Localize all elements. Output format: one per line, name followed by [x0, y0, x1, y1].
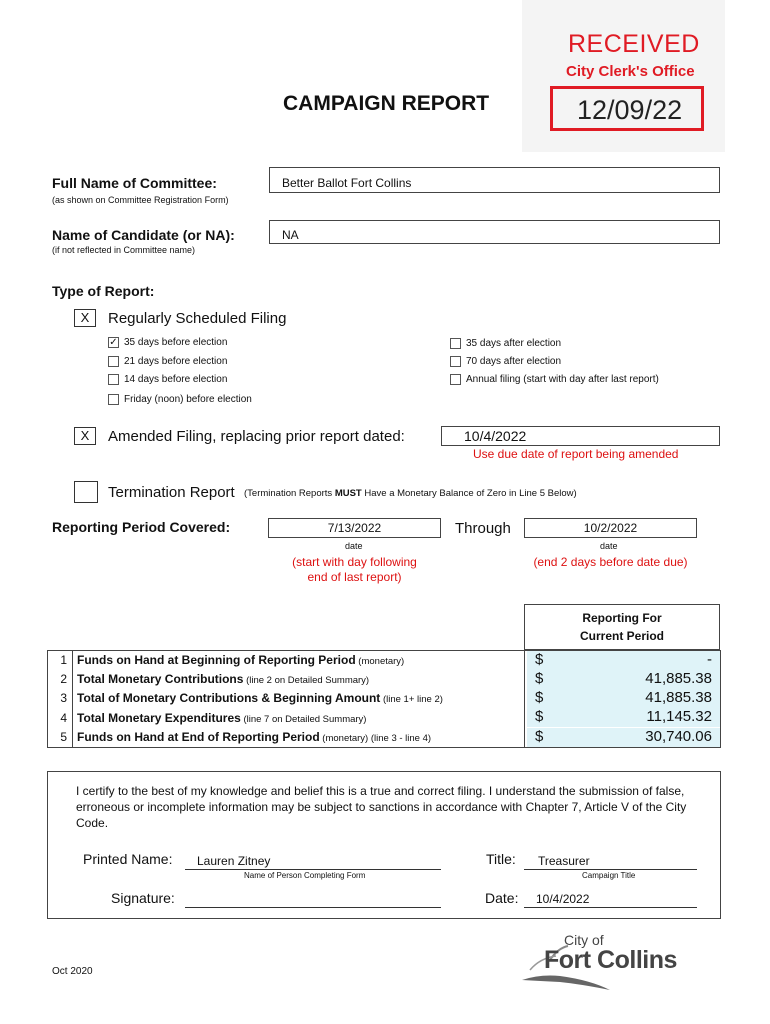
title-field[interactable]: [524, 851, 697, 870]
period-end-note: (end 2 days before date due): [533, 555, 688, 569]
period-start-value: 7/13/2022: [327, 521, 382, 535]
title-label: Title:: [486, 851, 516, 867]
committee-name-field[interactable]: [269, 167, 720, 193]
summary-row-label: Total Monetary Contributions: [77, 672, 244, 686]
amended-filing-checkbox[interactable]: X: [74, 427, 96, 445]
summary-value-cell: [527, 670, 720, 689]
period-start-field[interactable]: [268, 518, 441, 538]
signature-label: Signature:: [111, 890, 175, 906]
option-35-before-checkbox[interactable]: ✓: [109, 337, 118, 348]
termination-note-pre: (Termination Reports: [244, 488, 335, 499]
dollar-sign: $: [535, 670, 544, 687]
stamp-date: 12/09/22: [577, 95, 683, 125]
summary-value: 30,740.06: [645, 728, 712, 745]
option-70-after-checkbox[interactable]: [450, 356, 461, 367]
committee-label: Full Name of Committee:: [52, 175, 217, 191]
dollar-sign: $: [535, 689, 544, 706]
summary-value: 11,145.32: [646, 708, 712, 725]
summary-row-label: Funds on Hand at End of Reporting Period: [77, 730, 320, 744]
summary-row-note: (monetary) (line 3 - line 4): [319, 733, 432, 744]
summary-header-line1: Reporting For: [582, 611, 662, 625]
option-14-before-checkbox[interactable]: [108, 374, 119, 385]
title-caption: Campaign Title: [582, 871, 636, 880]
received-stamp: [522, 0, 725, 152]
summary-value-cell: [527, 728, 720, 747]
signature-field[interactable]: [185, 889, 441, 908]
summary-row-number: 5: [60, 730, 67, 744]
option-35-after-checkbox[interactable]: [450, 338, 461, 349]
certification-box: [47, 771, 721, 919]
printed-name-value: Lauren Zitney: [197, 854, 271, 868]
date-label: Date:: [485, 890, 519, 906]
summary-header-cell: [524, 604, 720, 650]
summary-value: 41,885.38: [645, 689, 712, 706]
fort-collins-logo: [520, 930, 710, 996]
termination-checkbox[interactable]: [74, 481, 98, 503]
summary-row-number: 4: [60, 711, 67, 725]
period-end-field[interactable]: [524, 518, 697, 538]
summary-header-line2: Current Period: [579, 629, 664, 643]
summary-row-number: 2: [60, 672, 67, 686]
option-70-after-label: 70 days after election: [466, 356, 562, 367]
summary-row-label: Total Monetary Expenditures: [77, 711, 241, 725]
dollar-sign: $: [535, 728, 544, 745]
committee-name-value: Better Ballot Fort Collins: [282, 176, 412, 190]
option-friday-checkbox[interactable]: [108, 394, 119, 405]
amended-date-field[interactable]: [441, 426, 720, 446]
amended-date-note: Use due date of report being amended: [473, 447, 679, 461]
candidate-name-field[interactable]: [269, 220, 720, 244]
summary-value-cell: [527, 708, 720, 727]
summary-row-label: Funds on Hand at Beginning of Reporting Period: [77, 653, 356, 667]
amended-filing-label: Amended Filing, replacing prior report dated:: [108, 428, 405, 445]
summary-row: [49, 730, 431, 749]
title-value: Treasurer: [538, 854, 590, 868]
period-start-caption: date: [345, 541, 363, 551]
option-21-before-label: 21 days before election: [124, 356, 228, 367]
report-type-label: Type of Report:: [52, 283, 155, 299]
summary-value: 41,885.38: [645, 670, 712, 687]
stamp-received-text: RECEIVED: [568, 30, 700, 58]
option-35-after-label: 35 days after election: [466, 338, 562, 349]
form-version: Oct 2020: [52, 966, 93, 977]
summary-row-note: (monetary): [355, 656, 405, 667]
page-title: CAMPAIGN REPORT: [283, 92, 490, 115]
amended-date-value: 10/4/2022: [464, 428, 527, 444]
dollar-sign: $: [535, 708, 544, 725]
termination-note-bold: MUST: [334, 488, 362, 499]
summary-value-cell: [527, 689, 720, 708]
regular-filing-checkbox[interactable]: X: [74, 309, 96, 327]
summary-row-label: Total of Monetary Contributions & Beginning Amount: [77, 691, 381, 705]
printed-name-caption: Name of Person Completing Form: [244, 871, 366, 880]
period-through-label: Through: [455, 520, 511, 537]
period-end-value: 10/2/2022: [583, 521, 638, 535]
period-start-note-1: (start with day following: [292, 555, 417, 569]
period-end-caption: date: [600, 541, 618, 551]
candidate-label: Name of Candidate (or NA):: [52, 227, 235, 243]
date-value: 10/4/2022: [536, 892, 590, 906]
summary-row-note: (line 1+ line 2): [380, 694, 443, 705]
period-start-note-2: end of last report): [307, 570, 402, 584]
certification-text: I certify to the best of my knowledge and belief this is a true and correct filing. I understand the submission of false, erroneous or incomplete information may be subject to sanctions in accordance with Chapter 7, Article V of the City Code.: [76, 784, 687, 830]
option-14-before-label: 14 days before election: [124, 374, 228, 385]
summary-row: [49, 711, 366, 730]
summary-row: [49, 672, 369, 691]
dollar-sign: $: [535, 651, 544, 668]
regular-filing-label: Regularly Scheduled Filing: [108, 310, 287, 327]
stamp-date-box: [550, 86, 704, 131]
termination-label: Termination Report: [108, 484, 235, 501]
summary-value-cell: [527, 651, 720, 670]
summary-row-number: 1: [60, 653, 67, 667]
summary-row: [49, 653, 404, 672]
logo-fort-collins: Fort Collins: [544, 946, 677, 974]
summary-row-number: 3: [60, 691, 67, 705]
termination-note: [244, 488, 577, 499]
stamp-office-text: City Clerk's Office: [566, 63, 695, 80]
option-friday-label: Friday (noon) before election: [124, 394, 252, 405]
candidate-sublabel: (if not reflected in Committee name): [52, 245, 196, 255]
summary-value: -: [707, 651, 712, 668]
printed-name-label: Printed Name:: [83, 851, 173, 867]
candidate-name-value: NA: [282, 228, 299, 242]
printed-name-field[interactable]: [185, 851, 441, 870]
option-annual-label: Annual filing (start with day after last report): [466, 374, 659, 385]
summary-value-divider: [524, 651, 525, 747]
logo-city-of: City of: [564, 932, 604, 948]
option-21-before-checkbox[interactable]: [108, 356, 119, 367]
summary-row: [49, 691, 443, 710]
termination-note-post: Have a Monetary Balance of Zero in Line 5 Below): [361, 488, 577, 499]
committee-sublabel: (as shown on Committee Registration Form): [52, 195, 229, 205]
summary-row-note: (line 7 on Detailed Summary): [240, 714, 367, 725]
option-35-before-label: 35 days before election: [124, 337, 228, 348]
summary-row-note: (line 2 on Detailed Summary): [243, 675, 370, 686]
period-label: Reporting Period Covered:: [52, 519, 231, 535]
date-field[interactable]: [524, 889, 697, 908]
option-annual-checkbox[interactable]: [450, 374, 461, 385]
